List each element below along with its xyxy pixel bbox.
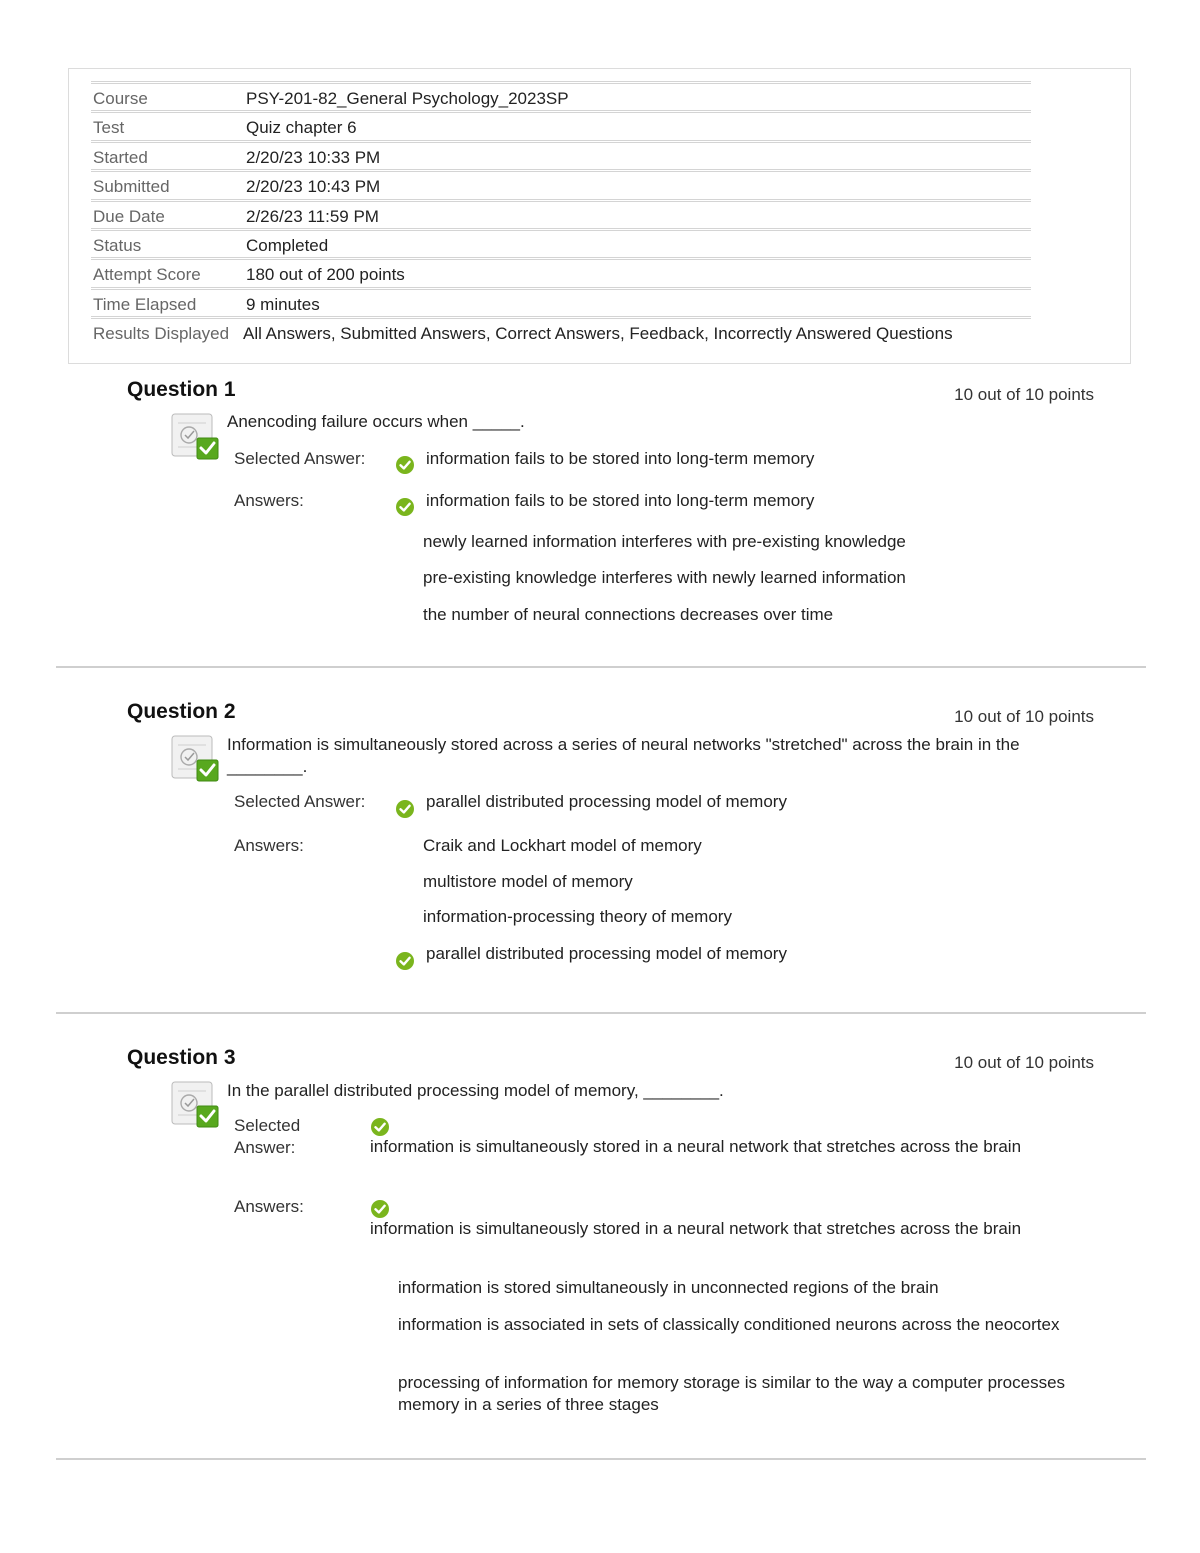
correct-question-icon xyxy=(170,411,220,461)
summary-row-status xyxy=(91,228,1031,260)
question-divider xyxy=(56,1458,1146,1460)
summary-value: All Answers, Submitted Answers, Correct Answers, Feedback, Incorrectly Answered Questions xyxy=(243,324,953,343)
correct-question-icon xyxy=(170,1079,220,1129)
summary-label: Results Displayed xyxy=(93,324,230,343)
correct-check-icon xyxy=(395,799,415,819)
summary-label: Due Date xyxy=(93,207,165,226)
summary-label: Started xyxy=(93,148,148,167)
question-points: 10 out of 10 points xyxy=(954,707,1094,726)
correct-check-icon xyxy=(395,455,415,475)
summary-value: 180 out of 200 points xyxy=(246,265,405,284)
answer-option: information is simultaneously stored in a neural network that stretches across the brain xyxy=(370,1219,1022,1238)
summary-value: PSY-201-82_General Psychology_2023SP xyxy=(246,89,569,108)
question-title: Question 3 xyxy=(127,1046,236,1069)
summary-row-started xyxy=(91,140,1031,172)
summary-row-results-displayed xyxy=(91,316,1031,348)
summary-label: Test xyxy=(93,118,125,137)
summary-label: Course xyxy=(93,89,148,108)
summary-value: 2/26/23 11:59 PM xyxy=(246,207,379,226)
answer-option: pre-existing knowledge interferes with newly learned information xyxy=(423,568,906,587)
answer-option: information-processing theory of memory xyxy=(423,907,732,926)
correct-check-icon xyxy=(395,951,415,971)
answer-option: newly learned information interferes with pre-existing knowledge xyxy=(423,532,906,551)
selected-answer-text: information fails to be stored into long-term memory xyxy=(426,449,815,468)
summary-value: Completed xyxy=(246,236,329,255)
question-points: 10 out of 10 points xyxy=(954,1053,1094,1072)
summary-value: 2/20/23 10:33 PM xyxy=(246,148,381,167)
summary-row-time-elapsed xyxy=(91,287,1031,319)
question-text: Anencoding failure occurs when _____. xyxy=(227,412,525,431)
answers-label: Answers: xyxy=(234,836,304,855)
summary-value: Quiz chapter 6 xyxy=(246,118,357,137)
selected-answer-label-line2: Answer: xyxy=(234,1138,296,1157)
answer-option: Craik and Lockhart model of memory xyxy=(423,836,702,855)
answers-label: Answers: xyxy=(234,491,304,510)
test-summary xyxy=(68,68,1131,364)
answer-option: the number of neural connections decreases over time xyxy=(423,605,834,624)
answer-option: information fails to be stored into long-term memory xyxy=(426,491,815,510)
question-title: Question 1 xyxy=(127,378,236,401)
summary-label: Submitted xyxy=(93,177,170,196)
correct-question-icon xyxy=(170,733,220,783)
answers-label: Answers: xyxy=(234,1197,304,1216)
answer-option: information is stored simultaneously in unconnected regions of the brain xyxy=(398,1278,939,1297)
selected-answer-text: information is simultaneously stored in a neural network that stretches across the brain xyxy=(370,1137,1022,1156)
correct-check-icon xyxy=(395,497,415,517)
question-text: Information is simultaneously stored across a series of neural networks "stretched" across the brain in the ________. xyxy=(227,735,1020,776)
summary-row-attempt-score xyxy=(91,257,1031,289)
question-text: In the parallel distributed processing model of memory, ________. xyxy=(227,1081,724,1100)
summary-value: 9 minutes xyxy=(246,295,320,314)
answer-option: multistore model of memory xyxy=(423,872,633,891)
answer-option: parallel distributed processing model of memory xyxy=(426,944,787,963)
summary-row-test xyxy=(91,110,1031,142)
question-points: 10 out of 10 points xyxy=(954,385,1094,404)
question-divider xyxy=(56,666,1146,668)
summary-row-submitted xyxy=(91,169,1031,201)
summary-row-due-date xyxy=(91,199,1031,231)
summary-label: Status xyxy=(93,236,142,255)
question-divider xyxy=(56,1012,1146,1014)
selected-answer-label: Selected Answer: xyxy=(234,449,366,468)
selected-answer-label-line1: Selected xyxy=(234,1116,301,1135)
summary-label: Time Elapsed xyxy=(93,295,197,314)
answer-option: processing of information for memory storage is similar to the way a computer processes memory in a series of three stages xyxy=(398,1373,1066,1414)
summary-label: Attempt Score xyxy=(93,265,201,284)
selected-answer-text: parallel distributed processing model of memory xyxy=(426,792,787,811)
summary-row-course xyxy=(91,81,1031,113)
question-title: Question 2 xyxy=(127,700,236,723)
correct-check-icon xyxy=(370,1117,390,1137)
answer-option: information is associated in sets of classically conditioned neurons across the neocortex xyxy=(398,1315,1060,1334)
correct-check-icon xyxy=(370,1199,390,1219)
selected-answer-label: Selected Answer: xyxy=(234,792,366,811)
summary-value: 2/20/23 10:43 PM xyxy=(246,177,381,196)
